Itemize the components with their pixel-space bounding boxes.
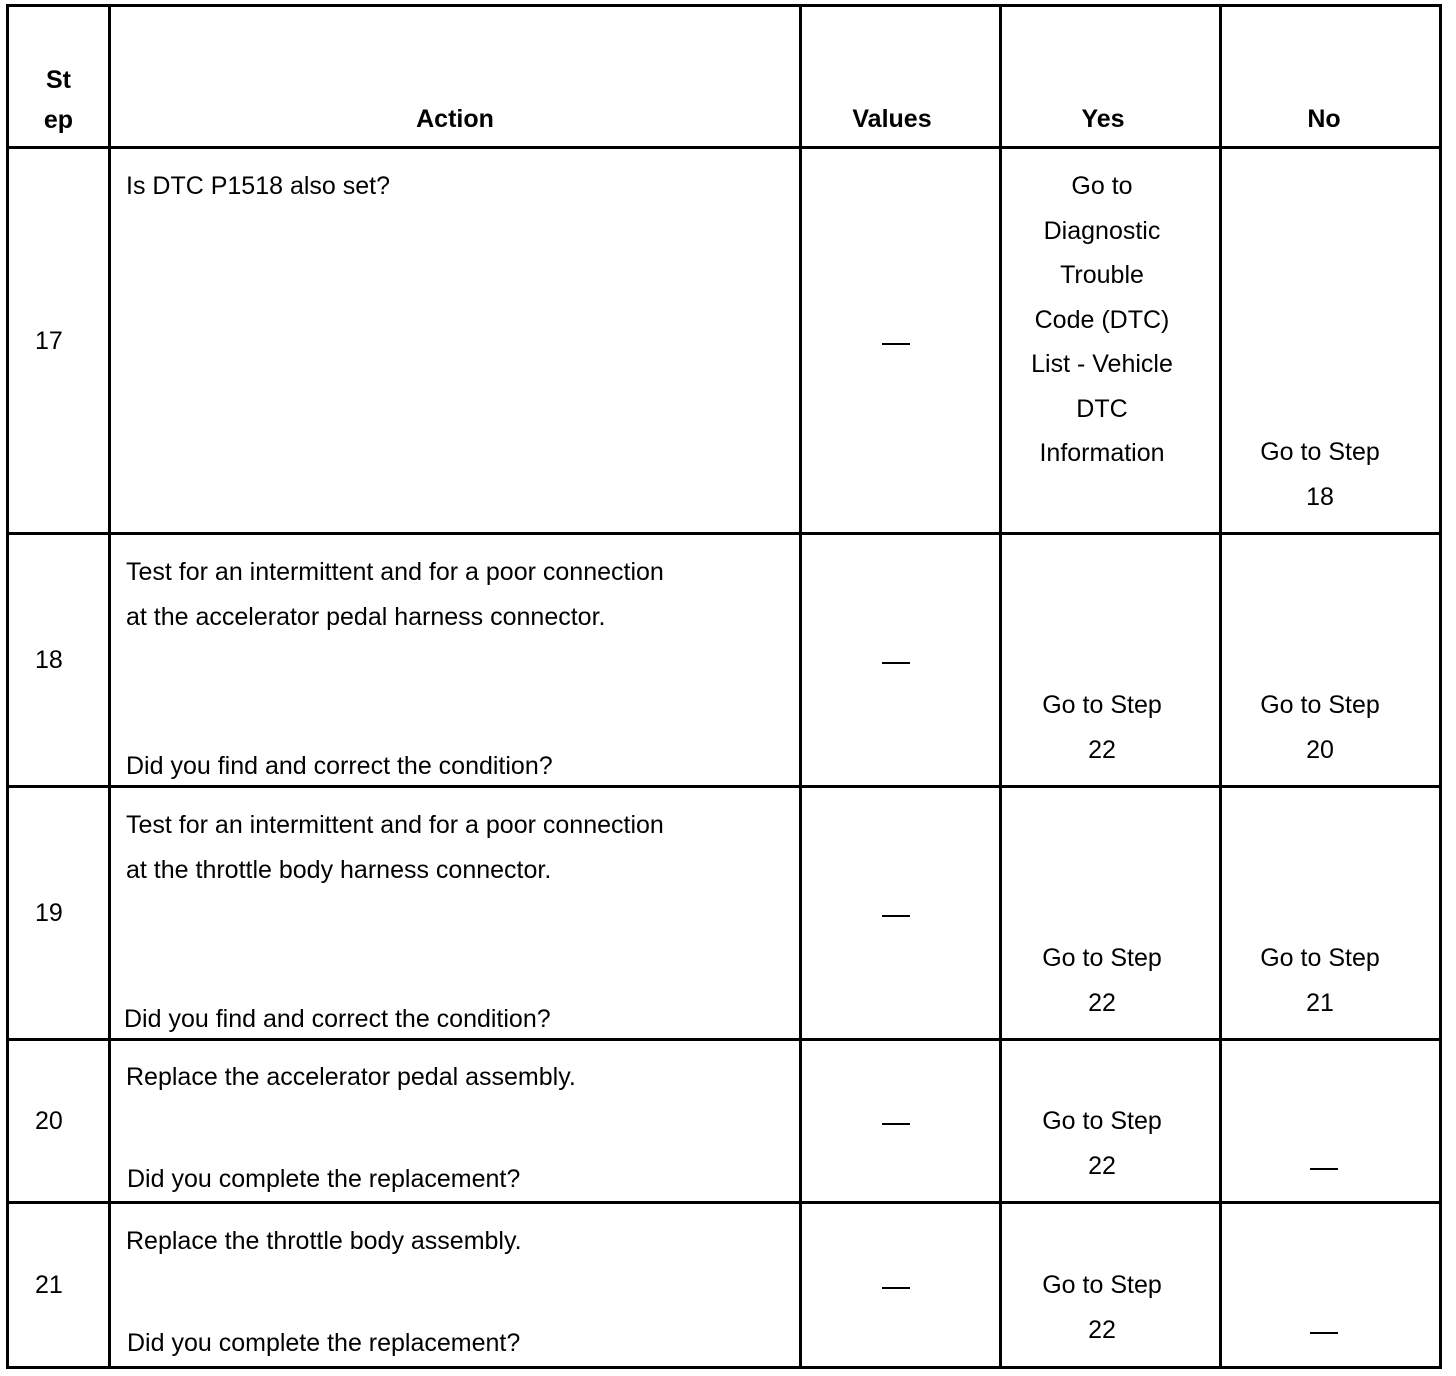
values-dash (882, 662, 910, 664)
step-number: 17 (35, 327, 63, 355)
action-question: Did you find and correct the condition? (124, 1005, 551, 1033)
yes-target: Go to Step 22 (1042, 1107, 1162, 1180)
row-divider (6, 532, 1442, 535)
yes-target: Go to Diagnostic Trouble Code (DTC) List - Vehicle DTC Information (1031, 172, 1173, 467)
yes-target: Go to Step 22 (1042, 691, 1162, 764)
action-text: Test for an intermittent and for a poor connection at the throttle body harness connector. (126, 811, 664, 884)
no-target: Go to Step 18 (1260, 438, 1380, 511)
values-dash (882, 1287, 910, 1289)
header-action: Action (416, 105, 494, 133)
row-divider (6, 146, 1442, 149)
values-dash (882, 1123, 910, 1125)
column-divider (108, 4, 111, 1369)
header-values: Values (852, 105, 932, 133)
header-step: St ep (43, 66, 74, 134)
no-dash (1310, 1332, 1338, 1334)
step-number: 19 (35, 899, 63, 927)
yes-target: Go to Step 22 (1042, 944, 1162, 1017)
action-text: Replace the throttle body assembly. (126, 1227, 522, 1255)
values-dash (882, 915, 910, 917)
action-text: Is DTC P1518 also set? (126, 172, 391, 200)
step-number: 21 (35, 1271, 63, 1299)
no-dash (1310, 1168, 1338, 1170)
no-target: Go to Step 20 (1260, 691, 1380, 764)
action-question: Did you find and correct the condition? (126, 752, 553, 780)
step-number: 20 (35, 1107, 63, 1135)
header-no: No (1307, 105, 1341, 133)
header-yes: Yes (1081, 105, 1125, 133)
action-question: Did you complete the replacement? (127, 1329, 521, 1357)
action-question: Did you complete the replacement? (127, 1165, 521, 1193)
no-target: Go to Step 21 (1260, 944, 1380, 1017)
column-divider (999, 4, 1002, 1369)
action-text: Test for an intermittent and for a poor connection at the accelerator pedal harness connector. (126, 558, 664, 631)
column-divider (799, 4, 802, 1369)
yes-target: Go to Step 22 (1042, 1271, 1162, 1344)
action-text: Replace the accelerator pedal assembly. (126, 1063, 576, 1091)
step-number: 18 (35, 646, 63, 674)
values-dash (882, 343, 910, 345)
